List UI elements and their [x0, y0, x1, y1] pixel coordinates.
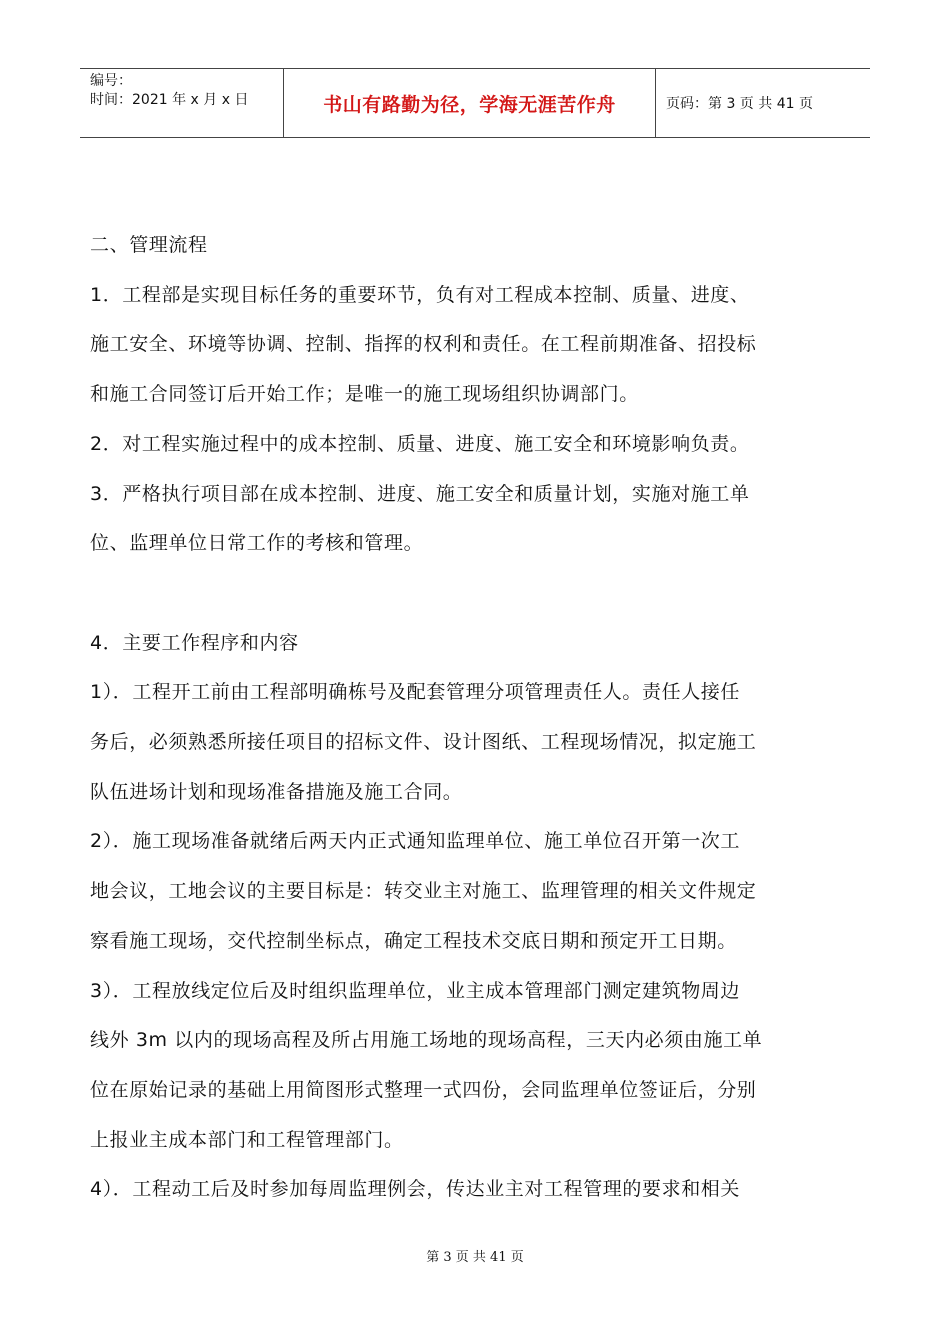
header-page-cell [656, 69, 870, 137]
paragraph-line: 察看施工现场，交代控制坐标点，确定工程技术交底日期和预定开工日期。 [90, 929, 737, 952]
paragraph-line: 1）．工程开工前由工程部明确栋号及配套管理分项管理责任人。责任人接任 [90, 681, 740, 704]
paragraph-line: 2．对工程实施过程中的成本控制、质量、进度、施工安全和环境影响负责。 [90, 432, 750, 455]
paragraph-line: 4）．工程动工后及时参加每周监理例会，传达业主对工程管理的要求和相关 [90, 1178, 740, 1201]
motto: 书山有路勤为径，学海无涯苦作舟 [323, 93, 616, 116]
paragraph-line: 位在原始记录的基础上用简图形式整理一式四份，会同监理单位签证后，分别 [90, 1078, 757, 1101]
time-label: 时间：2021 年 x 月 x 日 [90, 92, 249, 108]
paragraph-line: 队伍进场计划和现场准备措施及施工合同。 [90, 780, 463, 803]
paragraph-line: 和施工合同签订后开始工作；是唯一的施工现场组织协调部门。 [90, 383, 639, 406]
section-heading: 二、管理流程 [90, 234, 208, 256]
header-meta-cell [80, 69, 284, 137]
paragraph-line: 2）．施工现场准备就绪后两天内正式通知监理单位、施工单位召开第一次工 [90, 830, 740, 853]
header-motto-cell [284, 69, 656, 137]
paragraph-line: 位、监理单位日常工作的考核和管理。 [90, 532, 424, 555]
document-body [90, 221, 865, 1215]
paragraph-line: 3．严格执行项目部在成本控制、进度、施工安全和质量计划，实施对施工单 [90, 482, 750, 505]
paragraph-line: 线外 3m 以内的现场高程及所占用施工场地的现场高程，三天内必须由施工单 [90, 1029, 763, 1052]
paragraph-line: 地会议，工地会议的主要目标是：转交业主对施工、监理管理的相关文件规定 [90, 880, 757, 903]
page-info: 页码：第 3 页 共 41 页 [666, 96, 813, 112]
paragraph-line: 务后，必须熟悉所接任项目的招标文件、设计图纸、工程现场情况，拟定施工 [90, 731, 757, 754]
number-label: 编号： [90, 73, 132, 89]
subsection-heading: 4．主要工作程序和内容 [90, 631, 299, 654]
page-footer: 第 3 页 共 41 页 [426, 1250, 524, 1265]
blank-line [90, 569, 865, 619]
paragraph-line: 施工安全、环境等协调、控制、指挥的权利和责任。在工程前期准备、招投标 [90, 333, 757, 356]
paragraph-line: 3）．工程放线定位后及时组织监理单位，业主成本管理部门测定建筑物周边 [90, 979, 740, 1002]
paragraph-line: 1．工程部是实现目标任务的重要环节，负有对工程成本控制、质量、进度、 [90, 283, 750, 306]
paragraph-line: 上报业主成本部门和工程管理部门。 [90, 1128, 404, 1151]
document-header [80, 68, 870, 138]
